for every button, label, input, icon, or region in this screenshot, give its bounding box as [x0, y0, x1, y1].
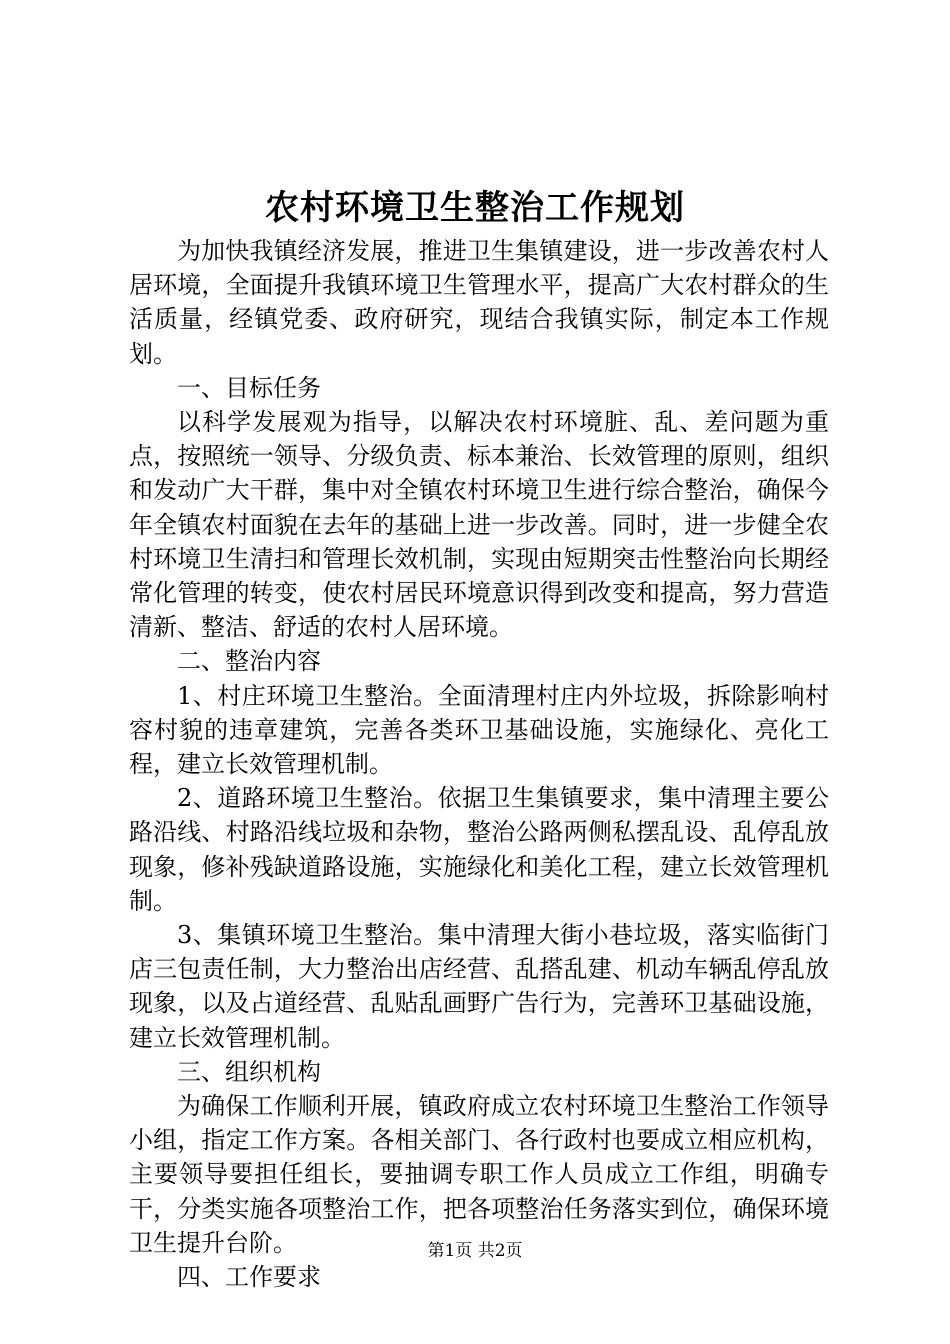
- heading-requirements: 四、工作要求: [177, 1263, 321, 1292]
- heading-content: 二、整治内容: [177, 647, 321, 676]
- heading-organization: 三、组织机构: [177, 1057, 321, 1086]
- paragraph-intro: 为加快我镇经济发展，推进卫生集镇建设，进一步改善农村人居环境，全面提升我镇环境卫生管理水平，提高广大农村群众的生活质量，经镇党委、政府研究，现结合我镇实际，制定本工作规划。: [129, 237, 829, 368]
- document-body: [129, 234, 829, 1294]
- heading-goals: 一、目标任务: [177, 373, 321, 402]
- paragraph-organization: 为确保工作顺利开展，镇政府成立农村环境卫生整治工作领导小组，指定工作方案。各相关部门、各行政村也要成立相应机构，主要领导要担任组长，要抽调专职工作人员成立工作组，明确专干，分类实施各项整治工作，把各项整治任务落实到位，确保环境卫生提升台阶。: [129, 1092, 829, 1257]
- paragraph-village: 1、村庄环境卫生整治。全面清理村庄内外垃圾，拆除影响村容村貌的违章建筑，完善各类环卫基础设施，实施绿化、亮化工程，建立长效管理机制。: [129, 681, 829, 779]
- paragraph-road: 2、道路环境卫生整治。依据卫生集镇要求，集中清理主要公路沿线、村路沿线垃圾和杂物，整治公路两侧私摆乱设、乱停乱放现象，修补残缺道路设施，实施绿化和美化工程，建立长效管理机制。: [129, 784, 829, 915]
- paragraph-town: 3、集镇环境卫生整治。集中清理大街小巷垃圾，落实临街门店三包责任制，大力整治出店经营、乱搭乱建、机动车辆乱停乱放现象，以及占道经营、乱贴乱画野广告行为，完善环卫基础设施，建立长效管理机制。: [129, 921, 829, 1052]
- page-number: 第1页 共2页: [427, 1241, 523, 1261]
- paragraph-goals: 以科学发展观为指导，以解决农村环境脏、乱、差问题为重点，按照统一领导、分级负责、标本兼治、长效管理的原则，组织和发动广大干群，集中对全镇农村环境卫生进行综合整治，确保今年全镇农村面貌在去年的基础上进一步改善。同时，进一步健全农村环境卫生清扫和管理长效机制，实现由短期突击性整治向长期经常化管理的转变，使农村居民环境意识得到改变和提高，努力营造清新、整洁、舒适的农村人居环境。: [129, 408, 829, 642]
- document-title: 农村环境卫生整治工作规划: [265, 188, 685, 228]
